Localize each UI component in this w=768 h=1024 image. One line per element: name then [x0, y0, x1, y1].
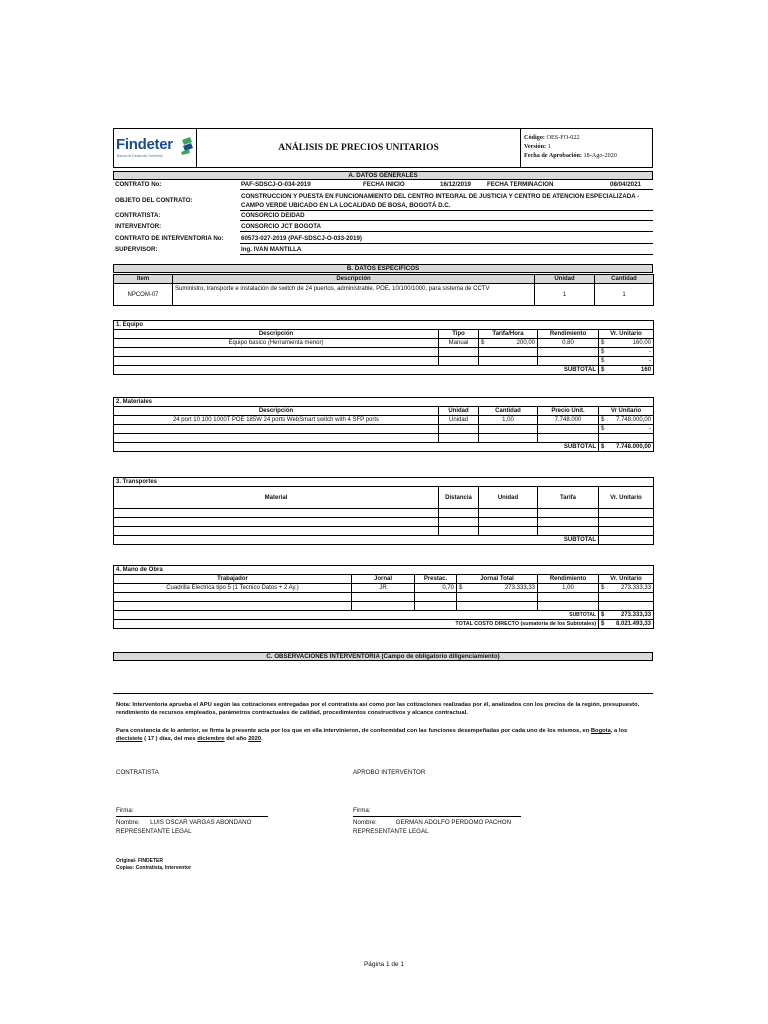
item-unidad: 1	[535, 284, 595, 306]
document-title: ANÁLISIS DE PRECIOS UNITARIOS	[278, 143, 439, 153]
table-row: $ -	[114, 357, 654, 366]
table-row	[114, 434, 654, 443]
total-costo-directo-label: TOTAL COSTO DIRECTO (sumatoria de los Subtotales)	[114, 620, 599, 629]
materiales-table: 2. Materiales Descripción Unidad Cantidad Precio Unit. Vr Unitario 24 port 10 100 1000T POE 185W 24 ports WebSmart switch with 4 SFP ports Unidad 1,00 7.748.000 $ 7.748.000,00 $ - SUBTOTAL $ 7.748.000,00	[113, 397, 654, 452]
table-row: $ -	[114, 348, 654, 357]
equipo-subtotal-label: SUBTOTAL	[114, 366, 599, 375]
mano-obra-table: 4. Mano de Obra Trabajador Jornal Prestac. Jornal Total Rendimiento Vr. Unitario Cuadrilla Electrica tipo 5 (1 Tecnico Datos + 2 Ay.) JR 0,70 $ 273.333,33 1,00 $ 273.333,33 SUBTOTAL $ 273.333,33 TOTAL COSTO DIRECTO (sumatoria de los Subtotales) $ 8.021.493,33	[113, 565, 654, 629]
firma-right-label: Firma:	[353, 807, 371, 814]
transportes-subtotal-label: SUBTOTAL	[114, 536, 599, 545]
materiales-title: 2. Materiales	[114, 398, 654, 407]
table-row	[114, 593, 654, 602]
table-row	[114, 509, 654, 518]
transportes-title: 3. Transportes	[114, 478, 654, 487]
equipo-title: 1. Equipo	[114, 321, 654, 330]
document-header	[113, 128, 653, 168]
item-description: Suministro, transporte e instalación de switch de 24 puertos, administrable, POE, 10/100/1000, para sistema de CCTV	[173, 284, 535, 306]
copias-label: Copias: Contratista, Interventor	[116, 865, 192, 871]
fecha-aprobacion-line: Fecha de Aprobación: 18-Ago-2020	[524, 152, 617, 159]
version-line: Versión: 1	[524, 143, 551, 150]
item-code: NPCOM-07	[114, 284, 173, 306]
equipo-table: 1. Equipo Descripción Tipo Tarifa/Hora Rendimiento Vr. Unitario Equipo basico (Herramienta menor) Manual $ 200,00 0,80 $ 160,00 $ - $ - SUBTOTAL $ 160	[113, 320, 654, 375]
nota-text: Nota: Interventoria aprueba el APU según las cotizaciones entregadas por el contratista así como por las cotizaciones realizadas por él, analizados con los precios de la región, presupuesto, rendimiento de recursos empleados, parámetros contractuales de calidad, procedimientos constructivos y alcance contractual.	[116, 702, 640, 716]
original-label: Original- FINDETER	[116, 858, 163, 864]
constancia-text: Para constancia de lo anterior, se firma la presente acta por los que en ella intervinieron, de conformidad con las funciones desempeñadas por cada uno de los mismos, en Bogota, a los diecisiete ( 17 ) días, del mes diciembre del año 2020.	[116, 728, 628, 742]
table-row	[114, 518, 654, 527]
mano-obra-title: 4. Mano de Obra	[114, 566, 654, 575]
logo-text: Findeter	[116, 136, 173, 153]
nombre-right: Nombre: GERMAN ADOLFO PERDOMO PACHON	[353, 819, 512, 826]
page-number: Página 1 de 1	[363, 961, 405, 968]
equipo-subtotal: $ 160	[599, 366, 654, 375]
findeter-logo	[116, 135, 194, 163]
datos-especificos-table	[113, 274, 654, 306]
mano-obra-subtotal: $ 273.333,33	[599, 611, 654, 620]
table-row: $ -	[114, 425, 654, 434]
logo-mark-icon	[180, 136, 194, 156]
firma-left-label: Firma:	[116, 807, 134, 814]
col-descripcion: Descripción	[173, 275, 535, 284]
contratista-label: CONTRATISTA	[116, 769, 159, 776]
nombre-left: Nombre: LUIS OSCAR VARGAS ABONDANO	[116, 819, 252, 826]
logo-subtitle: Banca de Desarrollo Territorial	[117, 154, 163, 158]
total-costo-directo: $ 8.021.493,33	[599, 620, 654, 629]
transportes-table: 3. Transportes Material Distancia Unidad Tarifa Vr. Unitario SUBTOTAL	[113, 477, 654, 545]
codigo-line: Código: OES-FO-022	[524, 134, 580, 141]
rep-right: REPRESENTANTE LEGAL	[353, 828, 429, 835]
materiales-subtotal-label: SUBTOTAL	[114, 443, 599, 452]
table-row: 24 port 10 100 1000T POE 185W 24 ports WebSmart switch with 4 SFP ports Unidad 1,00 7.748.000 $ 7.748.000,00	[114, 416, 654, 425]
section-b-title: B. DATOS ESPECIFICOS	[113, 264, 653, 273]
section-a-title: A. DATOS GENERALES	[113, 171, 653, 180]
section-c-title: C. OBSERVACIONES INTERVENTORIA (Campo de obligatorio diligenciamiento)	[113, 652, 653, 661]
aprobo-interventor-label: APROBO INTERVENTOR	[353, 769, 426, 776]
mano-obra-subtotal-label: SUBTOTAL	[114, 611, 599, 620]
materiales-subtotal: $ 7.748.000,00	[599, 443, 654, 452]
col-cantidad: Cantidad	[595, 275, 654, 284]
table-row: Cuadrilla Electrica tipo 5 (1 Tecnico Datos + 2 Ay.) JR 0,70 $ 273.333,33 1,00 $ 273.333,33	[114, 584, 654, 593]
table-row	[114, 602, 654, 611]
col-unidad: Unidad	[535, 275, 595, 284]
item-cantidad: 1	[595, 284, 654, 306]
table-row: Equipo basico (Herramienta menor) Manual $ 200,00 0,80 $ 160,00	[114, 339, 654, 348]
table-row	[114, 527, 654, 536]
col-item: Item	[114, 275, 173, 284]
rep-left: REPRESENTANTE LEGAL	[116, 828, 192, 835]
